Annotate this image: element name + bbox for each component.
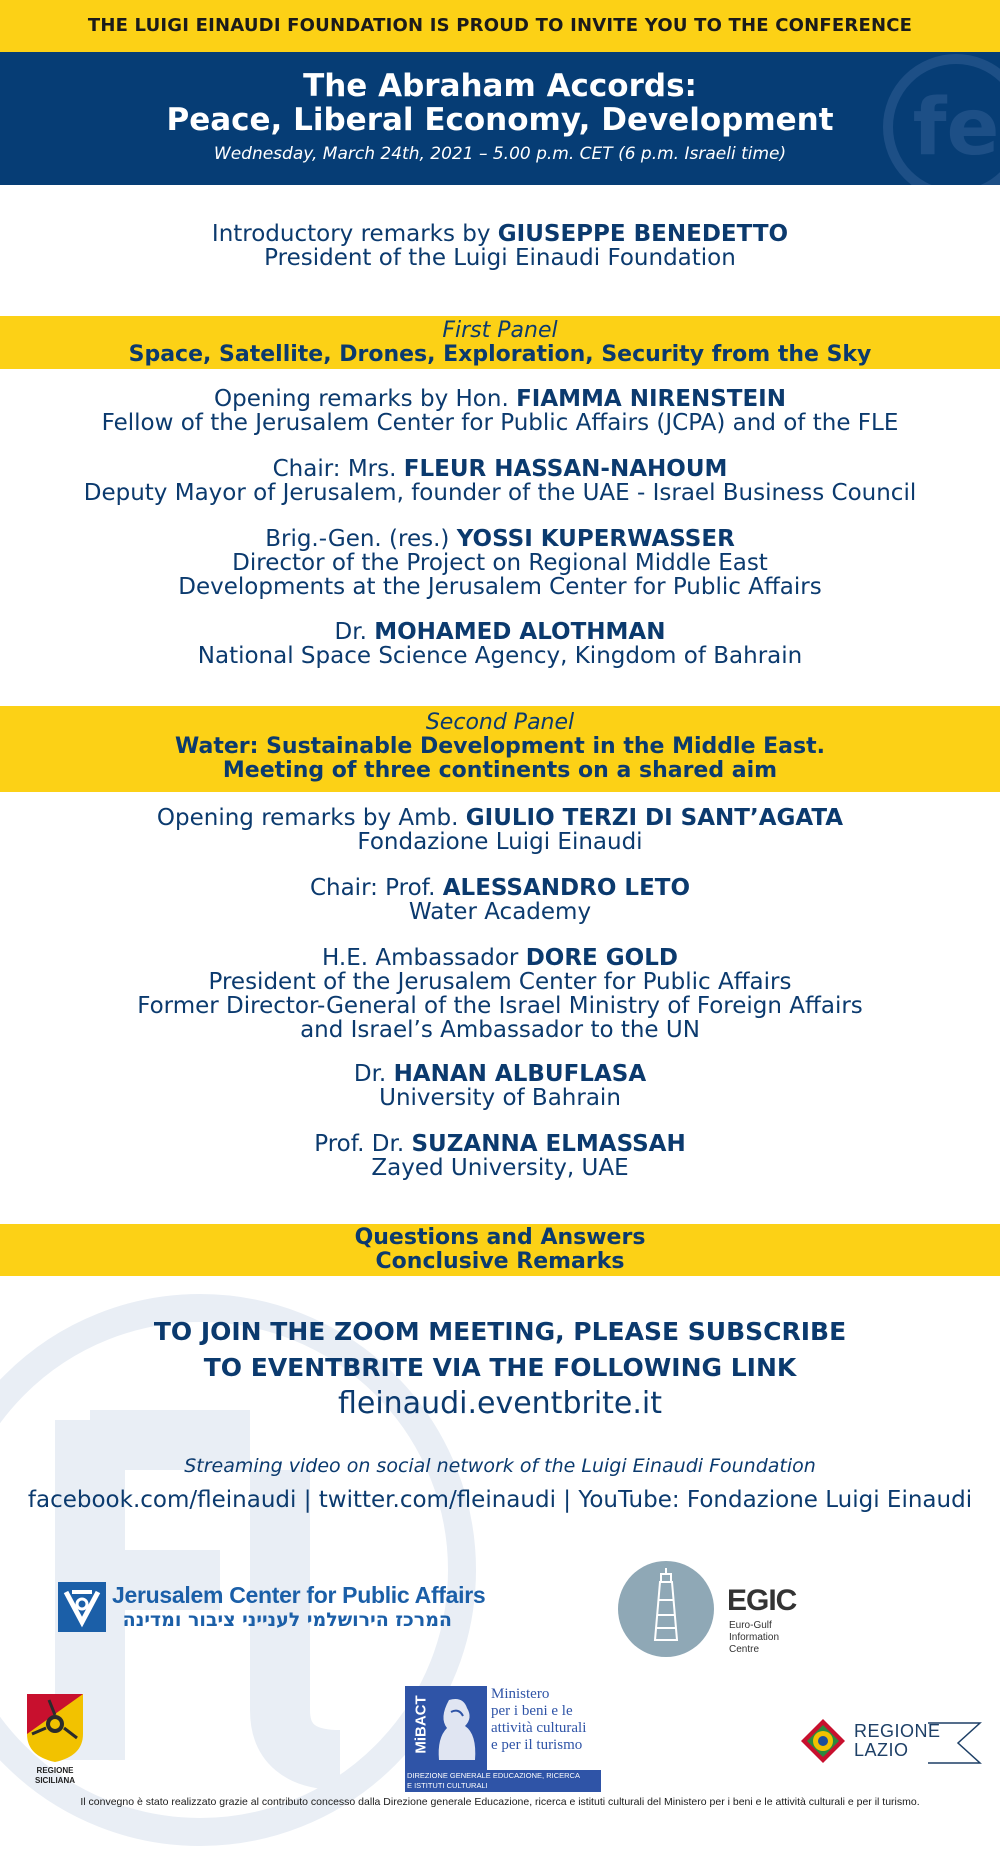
speaker-role: National Space Science Agency, Kingdom of Bahrain — [197, 643, 803, 669]
conference-date: Wednesday, March 24th, 2021 – 5.00 p.m. CET (6 p.m. Israeli time) — [213, 144, 787, 164]
egic-tagline — [729, 1620, 779, 1656]
second-panel-banner — [0, 706, 1000, 792]
svg-text:fe: fe — [912, 83, 1000, 173]
mibact-direction-line: DIREZIONE GENERALE EDUCAZIONE, RICERCA — [407, 1771, 580, 1780]
jcpa-logo — [58, 1582, 486, 1634]
jcpa-emblem-icon — [58, 1582, 106, 1632]
speaker-role: University of Bahrain — [379, 1085, 621, 1111]
second-panel-label: Second Panel — [425, 710, 575, 735]
jcpa-name-en: Jerusalem Center for Public Affairs — [112, 1582, 486, 1608]
speaker-role: Former Director-General of the Israel Ministry of Foreign Affairs — [137, 993, 863, 1019]
invitation-text: THE LUIGI EINAUDI FOUNDATION IS PROUD TO INVITE YOU TO THE CONFERENCE — [87, 15, 913, 36]
intro-remarks — [0, 222, 1000, 270]
egic-line: Euro-Gulf — [729, 1620, 772, 1631]
panel1-speaker — [0, 457, 1000, 505]
speaker-role: Deputy Mayor of Jerusalem, founder of the UAE - Israel Business Council — [83, 480, 917, 506]
panel2-speaker — [0, 946, 1000, 1042]
intro-speaker-name: GIUSEPPE BENEDETTO — [497, 221, 789, 247]
lazio-emblem-icon — [800, 1718, 846, 1764]
speaker-name: SUZANNA ELMASSAH — [411, 1131, 686, 1157]
lazio-chevron-icon — [928, 1722, 982, 1764]
trinacria-icon — [27, 1694, 83, 1762]
speaker-prefix: Chair: Prof. — [309, 875, 443, 901]
footer-credit: Il convegno è stato realizzato grazie al contributo concesso dalla Direzione generale Educazione, ricerca e istituti culturali del Ministero per i beni e le attività culturali e per il turismo. — [80, 1796, 920, 1808]
qa-line1: Questions and Answers — [354, 1225, 646, 1250]
egic-logo — [617, 1560, 797, 1660]
speaker-prefix: Dr. — [353, 1061, 394, 1087]
mibact-direction-line: E ISTITUTI CULTURALI — [407, 1781, 488, 1790]
speaker-name: MOHAMED ALOTHMAN — [374, 619, 666, 645]
sicily-line: SICILIANA — [35, 1776, 75, 1785]
speaker-name: YOSSI KUPERWASSER — [456, 526, 735, 552]
join-line2: TO EVENTBRITE VIA THE FOLLOWING LINK — [203, 1353, 797, 1382]
second-panel-title-line1: Water: Sustainable Development in the Middle East. — [175, 734, 825, 759]
speaker-role: President of the Jerusalem Center for Public Affairs — [208, 969, 792, 995]
lazio-line: LAZIO — [854, 1740, 909, 1760]
speaker-prefix: Prof. Dr. — [314, 1131, 412, 1157]
mibact-line: attività culturali — [491, 1720, 587, 1736]
panel1-speaker — [0, 620, 1000, 668]
speaker-name: ALESSANDRO LETO — [442, 875, 691, 901]
second-panel-title-line2: Meeting of three continents on a shared aim — [222, 758, 778, 783]
mibact-line: e per il turismo — [491, 1737, 583, 1753]
regione-siciliana-logo — [25, 1694, 85, 1790]
speaker-role: Zayed University, UAE — [371, 1155, 629, 1181]
speaker-role: Fellow of the Jerusalem Center for Public Affairs (JCPA) and of the FLE — [101, 410, 899, 436]
mibact-name — [491, 1686, 586, 1754]
invitation-banner — [0, 0, 1000, 52]
sicily-caption — [25, 1766, 85, 1786]
statue-icon — [429, 1694, 483, 1764]
speaker-prefix: Opening remarks by Amb. — [156, 805, 466, 831]
streaming-label: Streaming video on social network of the Luigi Einaudi Foundation — [184, 1455, 816, 1477]
speaker-role: Fondazione Luigi Einaudi — [357, 829, 643, 855]
panel1-speaker — [0, 527, 1000, 599]
conference-title-line2: Peace, Liberal Economy, Development — [166, 102, 834, 138]
panel2-speaker — [0, 806, 1000, 854]
panel1-speaker — [0, 387, 1000, 435]
lighthouse-icon — [617, 1560, 715, 1658]
speaker-name: FIAMMA NIRENSTEIN — [516, 386, 786, 412]
speaker-name: HANAN ALBUFLASA — [393, 1061, 647, 1087]
speaker-prefix: Chair: Mrs. — [272, 456, 404, 482]
lazio-line: REGIONE — [854, 1721, 941, 1741]
speaker-prefix: Dr. — [334, 619, 375, 645]
mibact-logo — [405, 1686, 601, 1792]
panel2-speaker — [0, 1062, 1000, 1110]
join-instructions — [0, 1314, 1000, 1386]
egic-name: EGIC — [727, 1584, 797, 1617]
first-panel-title: Space, Satellite, Drones, Exploration, Security from the Sky — [128, 342, 872, 367]
speaker-role: and Israel’s Ambassador to the UN — [300, 1017, 700, 1043]
join-line1: TO JOIN THE ZOOM MEETING, PLEASE SUBSCRIBE — [153, 1317, 847, 1346]
mibact-line: per i beni e le — [491, 1703, 573, 1719]
first-panel-label: First Panel — [442, 318, 558, 343]
intro-speaker-role: President of the Luigi Einaudi Foundation — [264, 245, 736, 271]
speaker-prefix: Opening remarks by Hon. — [214, 386, 517, 412]
egic-line: Centre — [729, 1644, 760, 1655]
sicily-line: REGIONE — [36, 1766, 74, 1775]
speaker-prefix: Brig.-Gen. (res.) — [265, 526, 457, 552]
social-links[interactable]: facebook.com/fleinaudi | twitter.com/fleinaudi | YouTube: Fondazione Luigi Einaudi — [27, 1487, 973, 1513]
speaker-name: FLEUR HASSAN-NAHOUM — [403, 456, 728, 482]
speaker-prefix: H.E. Ambassador — [322, 945, 526, 971]
eventbrite-link[interactable]: fleinaudi.eventbrite.it — [337, 1386, 663, 1421]
mibact-line: Ministero — [491, 1686, 550, 1702]
panel2-speaker — [0, 876, 1000, 924]
mibact-direction — [405, 1770, 601, 1792]
conference-header — [0, 52, 1000, 185]
speaker-role: Director of the Project on Regional Middle East — [232, 550, 768, 576]
mibact-side-text: MiBACT — [412, 1695, 430, 1754]
speaker-name: GIULIO TERZI DI SANT’AGATA — [465, 805, 844, 831]
intro-prefix: Introductory remarks by — [211, 221, 498, 247]
panel2-speaker — [0, 1132, 1000, 1180]
qa-banner — [0, 1224, 1000, 1276]
egic-line: Information — [729, 1632, 780, 1643]
speaker-name: DORE GOLD — [525, 945, 678, 971]
speaker-role: Water Academy — [408, 899, 592, 925]
first-panel-banner — [0, 316, 1000, 369]
qa-line2: Conclusive Remarks — [375, 1249, 625, 1274]
speaker-role: Developments at the Jerusalem Center for Public Affairs — [178, 574, 822, 600]
conference-title-line1: The Abraham Accords: — [303, 68, 697, 104]
mibact-emblem — [405, 1686, 487, 1770]
regione-lazio-logo — [800, 1718, 982, 1768]
jcpa-name-he: המרכז הירושלמי לענייני ציבור ומדינה — [122, 1609, 452, 1631]
